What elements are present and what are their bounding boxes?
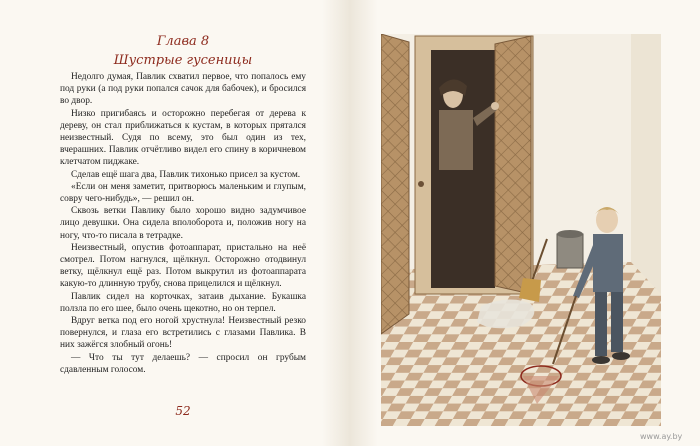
left-door bbox=[381, 34, 409, 334]
paragraph: Недолго думая, Павлик схватил первое, что попалось ему под руки (а под руки попался сачок для бабочек), и бросился во двор. bbox=[60, 72, 306, 107]
chapter-illustration bbox=[381, 34, 661, 426]
paragraph: Вдруг ветка под его ногой хрустнула! Неизвестный резко повернулся, и глаза его встретились с глазами Павлика. В них зажёгся злобный огонь! bbox=[60, 316, 306, 351]
chapter-number: Глава 8 bbox=[156, 34, 210, 49]
paragraph: Сделав ещё шага два, Павлик тихонько присел за кустом. bbox=[71, 169, 301, 180]
paragraph: — Что ты тут делаешь? — спросил он грубым сдавленным голосом. bbox=[60, 352, 306, 375]
paragraph: Павлик сидел на корточках, затаив дыхание. Букашка ползла по его шее, было очень щекотно, но он терпел. bbox=[60, 291, 306, 314]
chapter-title: Шустрые гусеницы bbox=[113, 53, 253, 68]
chapter-heading bbox=[88, 32, 278, 70]
bucket bbox=[557, 234, 583, 268]
open-door bbox=[495, 36, 531, 294]
door-knob bbox=[418, 181, 424, 187]
watermark: www.ay.by bbox=[640, 432, 683, 441]
page-number: 52 bbox=[175, 404, 191, 418]
paragraph: Низко пригибаясь и осторожно перебегая от дерева к дереву, он стал приближаться к кустам, в которых прятался неизвестный. Судя по всему, это был один из тех, вчерашних. Павлик отчётливо видел его спину в коричневом клетчатом пиджаке. bbox=[60, 108, 306, 168]
broom-head bbox=[519, 278, 541, 302]
body-text bbox=[60, 71, 306, 376]
paragraph: «Если он меня заметит, притворюсь маленьким и глупым, совру чего-нибудь», — решил он. bbox=[60, 181, 306, 205]
paragraph: Неизвестный, опустив фотоаппарат, пристально на неё смотрел. Потом нагнулся, щёлкнул. Осторожно отодвинул ветку, щёлкнул ещё раз. Потом выкрутил из фотоаппарата какую-то длинную трубу, снова прицелился и щёлкнул. bbox=[60, 242, 306, 290]
paragraph: Сквозь ветки Павлику было хорошо видно задумчивое лицо девушки. Она сидела вполоборота и, положив ногу на ногу, что-то писала в тетрадке. bbox=[60, 206, 306, 241]
